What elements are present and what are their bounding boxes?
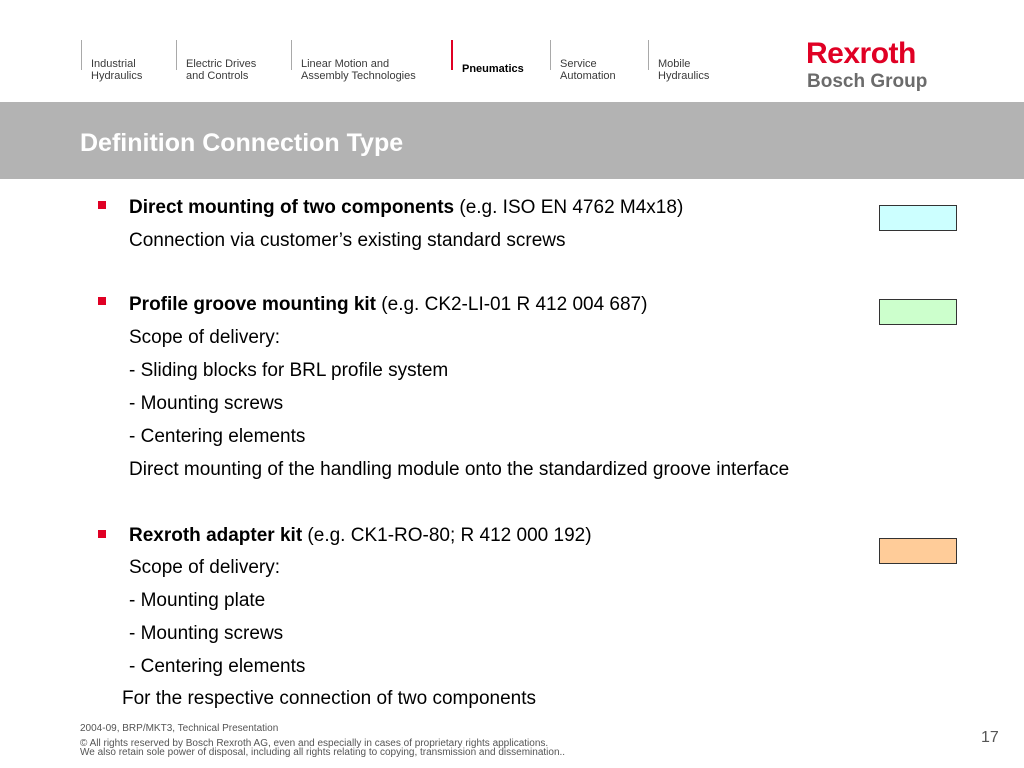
footer-rights-line: We also retain sole power of disposal, including all rights relating to copying, transmission and dissemination.. bbox=[80, 747, 566, 758]
color-swatch bbox=[879, 205, 957, 231]
logo-group: Bosch Group bbox=[807, 71, 928, 92]
logo-brand: Rexroth bbox=[806, 37, 916, 70]
page-number: 17 bbox=[981, 729, 999, 746]
footer-copyright-line: © All rights reserved by Bosch Rexroth AG, even and especially in cases of proprietary rights applications. bbox=[80, 738, 549, 749]
bullet-marker bbox=[98, 297, 106, 305]
section-heading bbox=[129, 294, 647, 316]
nav-item-label: Industrial Hydraulics bbox=[91, 58, 143, 82]
footer-date-line: 2004-09, BRP/MKT3, Technical Presentation bbox=[80, 723, 279, 734]
nav-item-label: Service Automation bbox=[560, 58, 616, 82]
section-line: - Mounting screws bbox=[129, 623, 284, 644]
nav-item-label: Electric Drives and Controls bbox=[186, 58, 257, 82]
section-line: - Sliding blocks for BRL profile system bbox=[129, 360, 449, 381]
section-heading-bold: Direct mounting of two components bbox=[129, 197, 455, 218]
bullet-marker bbox=[98, 530, 106, 538]
section-heading bbox=[129, 525, 592, 547]
nav-item-label: Mobile Hydraulics bbox=[658, 58, 710, 82]
section-line: Direct mounting of the handling module onto the standardized groove interface bbox=[129, 459, 790, 480]
section-line: Scope of delivery: bbox=[129, 557, 281, 578]
slide-title: Definition Connection Type bbox=[80, 129, 404, 157]
section-heading-bold: Rexroth adapter kit bbox=[129, 525, 303, 546]
color-swatch bbox=[879, 299, 957, 325]
color-swatch bbox=[879, 538, 957, 564]
section-line: For the respective connection of two components bbox=[122, 688, 537, 709]
section-heading-rest: (e.g. CK2-LI-01 R 412 004 687) bbox=[376, 294, 648, 315]
section-heading-bold: Profile groove mounting kit bbox=[129, 294, 377, 315]
section-line: - Centering elements bbox=[129, 656, 306, 677]
section-line: Connection via customer’s existing standard screws bbox=[129, 230, 566, 251]
nav-item-label: Pneumatics bbox=[462, 63, 524, 75]
section-line: - Mounting plate bbox=[129, 590, 266, 611]
section-line: Scope of delivery: bbox=[129, 327, 281, 348]
section-heading bbox=[129, 197, 683, 219]
section-heading-rest: (e.g. CK1-RO-80; R 412 000 192) bbox=[302, 525, 592, 546]
section-line: - Centering elements bbox=[129, 426, 306, 447]
nav-item-label: Linear Motion and Assembly Technologies bbox=[301, 58, 416, 82]
section-line: - Mounting screws bbox=[129, 393, 284, 414]
bullet-marker bbox=[98, 201, 106, 209]
section-heading-rest: (e.g. ISO EN 4762 M4x18) bbox=[454, 197, 684, 218]
